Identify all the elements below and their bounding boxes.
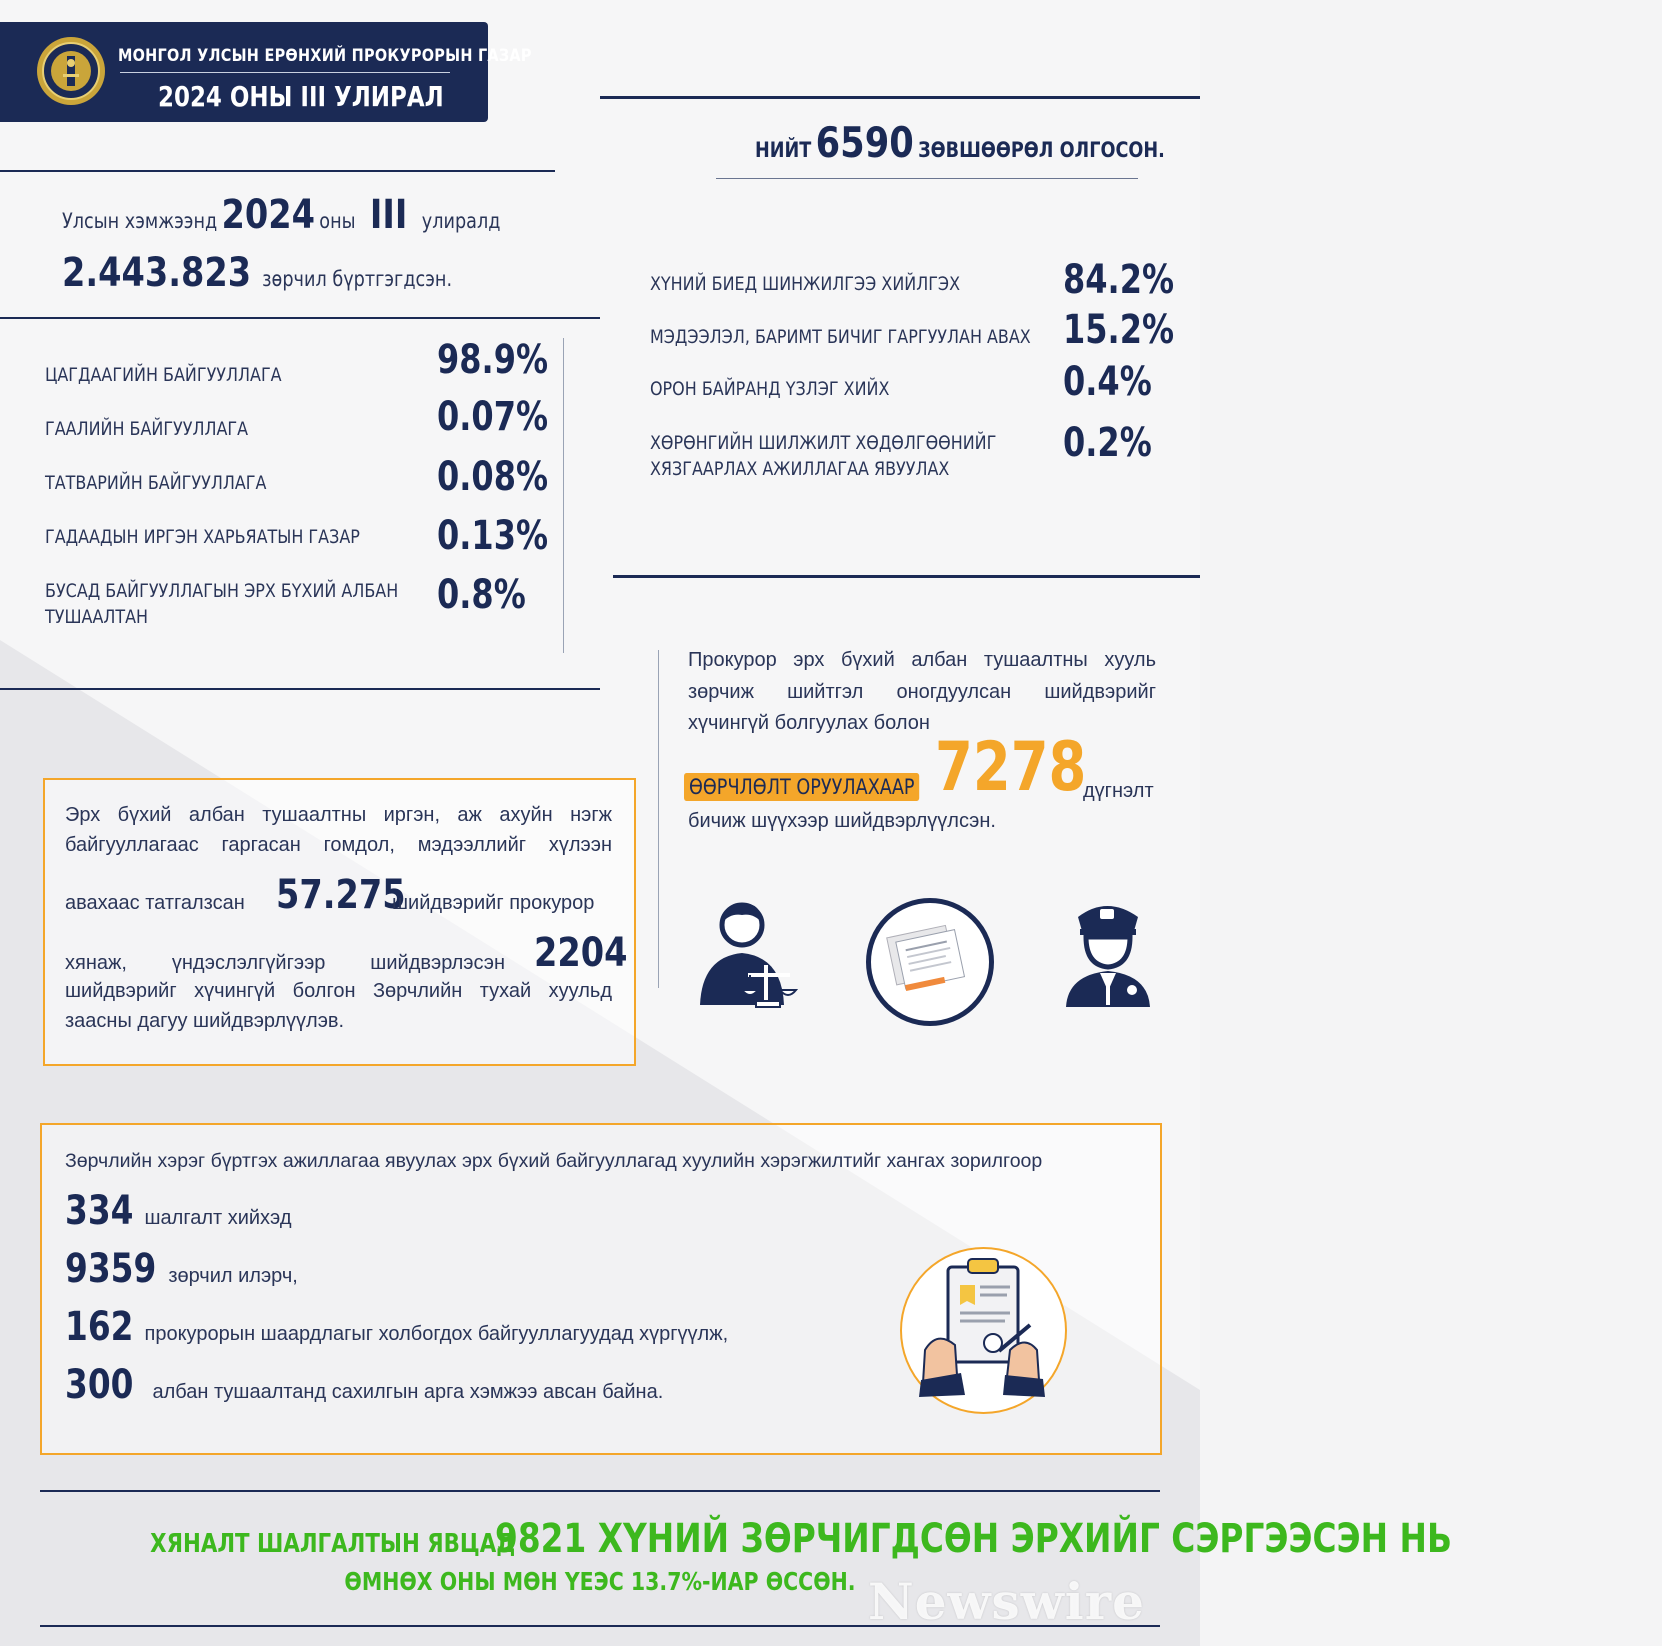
newswire-watermark: Newswire [868,1572,1145,1631]
org-label-customs: ГААЛИЙН БАЙГУУЛЛАГА [45,418,249,440]
org-value-police: 98.9% [437,337,549,383]
permit-label-assets-line2: ХЯЗГААРЛАХ АЖИЛЛАГАА ЯВУУЛАХ [650,458,950,480]
prosecutor-highlight: ӨӨРЧЛӨЛТ ОРУУЛАХААР [684,773,920,801]
inspection-num-1: 334 [65,1188,134,1234]
permit-label-documents: МЭДЭЭЛЭЛ, БАРИМТ БИЧИГ ГАРГУУЛАН АВАХ [650,326,1031,348]
header-divider [120,72,450,73]
intro-quarter: III [369,192,408,238]
inspection-text-1: шалгалт хийхэд [144,1207,292,1229]
complaints-line2: байгууллагаас гаргасан гомдол, мэдээллийг хүлээн [65,834,612,856]
inspection-item-3 [65,1304,728,1350]
footer-divider-top [40,1490,1160,1492]
complaints-line3b: шийдвэрийг прокурор [392,892,595,914]
org-value-other: 0.8% [437,572,526,618]
inspection-text-3: прокурорын шаардлагыг холбогдох байгууллагуудад хүргүүлж, [144,1323,729,1345]
org-value-immigration: 0.13% [437,513,549,559]
complaints-line6: заасны дагуу шийдвэрлүүлэв. [65,1010,345,1032]
footer-prefix: ХЯНАЛТ ШАЛГАЛТЫН ЯВЦАД [150,1529,516,1559]
divider-permits-bottom [613,575,1200,578]
complaints-line3a: авахаас татгалзсан [65,892,245,914]
prosecutor-seal-logo [36,36,106,106]
org-label-other-line2: ТУШААЛТАН [45,606,149,628]
prosecutor-line5: бичиж шүүхээр шийдвэрлүүлсэн. [688,810,996,832]
intro-year: 2024 [221,192,315,238]
judge-with-scales-icon [690,895,800,1010]
inspection-item-1 [65,1188,291,1234]
violations-count: 2.443.823 [62,250,252,296]
prosecutor-count-suffix: дүгнэлт [1083,780,1154,802]
inspection-num-4: 300 [65,1362,134,1408]
footer-line1 [70,1516,1453,1562]
inspection-text-2: зөрчил илэрч, [168,1265,298,1287]
complaints-num2: 2204 [534,930,628,976]
intro-line2 [62,250,452,296]
divider-intro-bottom [0,317,600,319]
prosecutor-vertical-rule [658,650,659,988]
intro-prefix: Улсын хэмжээнд [62,209,218,233]
inspection-item-4 [65,1362,663,1408]
org-label-immigration: ГАДААДЫН ИРГЭН ХАРЬЯАТЫН ГАЗАР [45,526,360,548]
footer-main: 9821 ХҮНИЙ ЗӨРЧИГДСӨН ЭРХИЙГ СЭРГЭЭСЭН НЬ [495,1516,1453,1562]
permit-label-body-exam: ХҮНИЙ БИЕД ШИНЖИЛГЭЭ ХИЙЛГЭХ [650,273,961,295]
inspection-text-4: албан тушаалтанд сахилгын арга хэмжээ авсан байна. [152,1381,664,1403]
permit-value-assets: 0.2% [1063,420,1152,466]
divider-permits [716,178,1138,179]
permits-total-number: 6590 [815,118,914,167]
inspection-num-2: 9359 [65,1246,157,1292]
intro-line1 [62,192,500,238]
clipboard-signing-icon [915,1255,1050,1400]
prosecutor-line3: хүчингүй болгуулах болон [688,712,930,734]
prosecutor-count: 7278 [935,728,1087,807]
org-name: МОНГОЛ УЛСЫН ЕРӨНХИЙ ПРОКУРОРЫН ГАЗАР [118,46,532,66]
divider-orgs-bottom [0,688,600,690]
permits-total [755,118,1165,167]
org-value-tax: 0.08% [437,454,549,500]
permit-label-assets-line1: ХӨРӨНГИЙН ШИЛЖИЛТ ХӨДӨЛГӨӨНИЙГ [650,432,997,454]
prosecutor-line1: Прокурор эрх бүхий албан тушаалтны хууль [688,649,1156,671]
permits-suffix: ЗӨВШӨӨРӨЛ ОЛГОСОН. [918,138,1165,162]
org-value-customs: 0.07% [437,394,549,440]
org-label-other-line1: БУСАД БАЙГУУЛЛАГЫН ЭРХ БҮХИЙ АЛБАН [45,580,399,602]
violations-label: зөрчил бүртгэгдсэн. [262,267,453,291]
org-label-police: ЦАГДААГИЙН БАЙГУУЛЛАГА [45,364,282,386]
divider-intro-top [0,170,555,172]
documents-icon [880,920,975,998]
permit-value-documents: 15.2% [1063,307,1175,353]
intro-suffix: улиралд [421,209,501,233]
footer-line2: ӨМНӨХ ОНЫ МӨН ҮЕЭС 13.7%-ИАР ӨССӨН. [344,1567,856,1596]
intro-oni: оны [319,209,356,233]
complaints-num1: 57.275 [276,872,406,918]
prosecutor-line2: зөрчиж шийтгэл оногдуулсан шийдвэрийг [688,681,1156,703]
report-quarter: 2024 ОНЫ III УЛИРАЛ [158,80,444,113]
inspection-num-3: 162 [65,1304,134,1350]
complaints-line4a: хянаж, үндэслэлгүйгээр шийдвэрлэсэн [65,952,505,974]
permit-value-premises: 0.4% [1063,359,1152,405]
permit-value-body-exam: 84.2% [1063,257,1175,303]
complaints-line5: шийдвэрийг хүчингүй болгон Зөрчлийн тухай хуульд [65,980,612,1002]
org-label-tax: ТАТВАРИЙН БАЙГУУЛЛАГА [45,472,267,494]
org-list-vertical-rule [563,338,564,653]
complaints-line1: Эрх бүхий албан тушаалтны иргэн, аж ахуйн нэгж [65,804,612,826]
permits-prefix: НИЙТ [755,138,812,162]
divider-top-right [600,96,1200,99]
permit-label-premises: ОРОН БАЙРАНД ҮЗЛЭГ ХИЙХ [650,378,890,400]
inspections-intro: Зөрчлийн хэрэг бүртгэх ажиллагаа явуулах эрх бүхий байгууллагад хуулийн хэрэгжилтийг хангах зорилгоор [65,1150,1043,1172]
inspection-item-2 [65,1246,298,1292]
police-officer-icon [1060,895,1155,1010]
